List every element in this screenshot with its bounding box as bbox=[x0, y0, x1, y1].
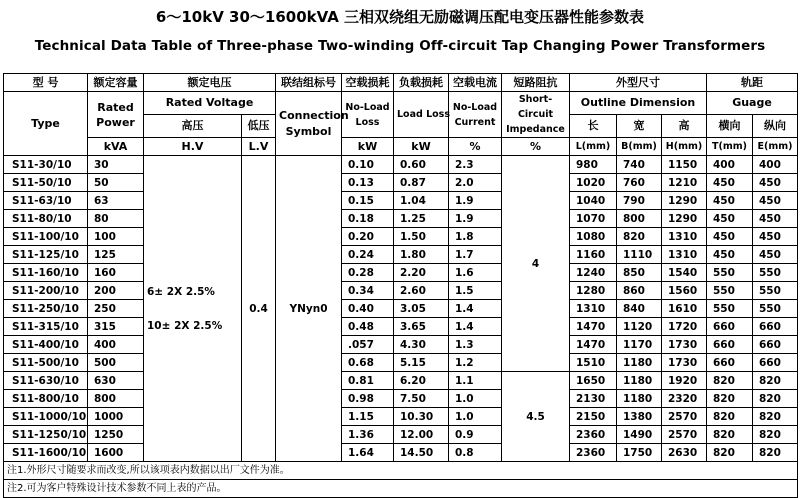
rated-power-cell: 160 bbox=[88, 264, 144, 282]
table-row bbox=[4, 444, 798, 462]
header-noload-loss-en: No-Load Loss bbox=[342, 92, 394, 138]
header-gauge-en: Guage bbox=[707, 92, 798, 115]
height-cell: 1920 bbox=[662, 372, 707, 390]
header-outline-en: Outline Dimension bbox=[570, 92, 707, 115]
load-loss-cell: 4.30 bbox=[394, 336, 449, 354]
noload-loss-cell: 1.64 bbox=[342, 444, 394, 462]
t-gauge-cell: 820 bbox=[707, 390, 753, 408]
header-length-en: L(mm) bbox=[570, 138, 617, 156]
header-e-gauge-en: E(mm) bbox=[753, 138, 798, 156]
noload-current-cell: 1.9 bbox=[449, 210, 502, 228]
type-cell: S11-160/10 bbox=[4, 264, 88, 282]
table-row bbox=[4, 354, 798, 372]
e-gauge-cell: 820 bbox=[753, 444, 798, 462]
t-gauge-cell: 400 bbox=[707, 156, 753, 174]
note-row bbox=[4, 480, 798, 498]
header-outline-cn: 外型尺寸 bbox=[570, 74, 707, 92]
height-cell: 1540 bbox=[662, 264, 707, 282]
rated-power-cell: 1000 bbox=[88, 408, 144, 426]
table-row bbox=[4, 300, 798, 318]
header-noload-loss-unit: kW bbox=[342, 138, 394, 156]
table-row bbox=[4, 282, 798, 300]
noload-current-cell: 1.1 bbox=[449, 372, 502, 390]
header-rated-power-en: Rated Power bbox=[88, 92, 144, 138]
t-gauge-cell: 550 bbox=[707, 300, 753, 318]
t-gauge-cell: 660 bbox=[707, 354, 753, 372]
rated-power-cell: 1600 bbox=[88, 444, 144, 462]
e-gauge-cell: 820 bbox=[753, 408, 798, 426]
type-cell: S11-1250/10 bbox=[4, 426, 88, 444]
title-chinese: 6～10kV 30～1600kVA 三相双绕组无励磁调压配电变压器性能参数表 bbox=[155, 8, 645, 26]
header-t-gauge-en: T(mm) bbox=[707, 138, 753, 156]
header-height-cn: 高 bbox=[662, 115, 707, 138]
e-gauge-cell: 550 bbox=[753, 300, 798, 318]
noload-current-cell: 1.5 bbox=[449, 282, 502, 300]
type-cell: S11-250/10 bbox=[4, 300, 88, 318]
load-loss-cell: 1.80 bbox=[394, 246, 449, 264]
noload-loss-cell: 0.28 bbox=[342, 264, 394, 282]
e-gauge-cell: 820 bbox=[753, 372, 798, 390]
e-gauge-cell: 550 bbox=[753, 282, 798, 300]
height-cell: 1310 bbox=[662, 246, 707, 264]
header-rated-power-unit: kVA bbox=[88, 138, 144, 156]
header-width-cn: 宽 bbox=[617, 115, 662, 138]
load-loss-cell: 1.50 bbox=[394, 228, 449, 246]
noload-loss-cell: 0.24 bbox=[342, 246, 394, 264]
header-load-loss-cn: 负载损耗 bbox=[394, 74, 449, 92]
t-gauge-cell: 550 bbox=[707, 264, 753, 282]
spec-table bbox=[3, 73, 798, 498]
noload-current-cell: 0.8 bbox=[449, 444, 502, 462]
e-gauge-cell: 450 bbox=[753, 192, 798, 210]
header-short-circuit-unit: % bbox=[502, 138, 570, 156]
noload-current-cell: 2.0 bbox=[449, 174, 502, 192]
hv-range-10kv: 10± 2X 2.5% bbox=[147, 319, 223, 332]
noload-current-cell: 1.9 bbox=[449, 192, 502, 210]
rated-power-cell: 500 bbox=[88, 354, 144, 372]
e-gauge-cell: 820 bbox=[753, 426, 798, 444]
rated-power-cell: 30 bbox=[88, 156, 144, 174]
header-noload-loss-cn: 空载损耗 bbox=[342, 74, 394, 92]
height-cell: 1730 bbox=[662, 336, 707, 354]
length-cell: 1470 bbox=[570, 318, 617, 336]
noload-current-cell: 1.3 bbox=[449, 336, 502, 354]
length-cell: 1470 bbox=[570, 336, 617, 354]
type-cell: S11-80/10 bbox=[4, 210, 88, 228]
rated-power-cell: 800 bbox=[88, 390, 144, 408]
noload-current-cell: 1.0 bbox=[449, 390, 502, 408]
e-gauge-cell: 660 bbox=[753, 318, 798, 336]
load-loss-cell: 2.60 bbox=[394, 282, 449, 300]
type-cell: S11-1000/10 bbox=[4, 408, 88, 426]
t-gauge-cell: 660 bbox=[707, 318, 753, 336]
header-row-4 bbox=[4, 138, 798, 156]
type-cell: S11-200/10 bbox=[4, 282, 88, 300]
load-loss-cell: 0.60 bbox=[394, 156, 449, 174]
noload-loss-cell: 0.40 bbox=[342, 300, 394, 318]
load-loss-cell: 10.30 bbox=[394, 408, 449, 426]
height-cell: 1310 bbox=[662, 228, 707, 246]
load-loss-cell: 3.05 bbox=[394, 300, 449, 318]
type-cell: S11-50/10 bbox=[4, 174, 88, 192]
table-row bbox=[4, 336, 798, 354]
length-cell: 2150 bbox=[570, 408, 617, 426]
length-cell: 2360 bbox=[570, 444, 617, 462]
length-cell: 1280 bbox=[570, 282, 617, 300]
width-cell: 1170 bbox=[617, 336, 662, 354]
width-cell: 850 bbox=[617, 264, 662, 282]
e-gauge-cell: 660 bbox=[753, 354, 798, 372]
load-loss-cell: 5.15 bbox=[394, 354, 449, 372]
noload-loss-cell: 0.81 bbox=[342, 372, 394, 390]
noload-current-cell: 0.9 bbox=[449, 426, 502, 444]
height-cell: 1290 bbox=[662, 210, 707, 228]
table-row bbox=[4, 408, 798, 426]
width-cell: 760 bbox=[617, 174, 662, 192]
e-gauge-cell: 450 bbox=[753, 228, 798, 246]
type-cell: S11-100/10 bbox=[4, 228, 88, 246]
connection-symbol-cell: YNyn0 bbox=[276, 156, 342, 462]
rated-power-cell: 80 bbox=[88, 210, 144, 228]
height-cell: 2570 bbox=[662, 426, 707, 444]
width-cell: 790 bbox=[617, 192, 662, 210]
height-cell: 1210 bbox=[662, 174, 707, 192]
header-hv-en: H.V bbox=[144, 138, 242, 156]
height-cell: 2570 bbox=[662, 408, 707, 426]
noload-current-cell: 1.7 bbox=[449, 246, 502, 264]
table-row bbox=[4, 174, 798, 192]
width-cell: 740 bbox=[617, 156, 662, 174]
header-e-gauge-cn: 纵向 bbox=[753, 115, 798, 138]
length-cell: 1070 bbox=[570, 210, 617, 228]
noload-loss-cell: 0.34 bbox=[342, 282, 394, 300]
width-cell: 800 bbox=[617, 210, 662, 228]
noload-current-cell: 1.2 bbox=[449, 354, 502, 372]
noload-loss-cell: 0.18 bbox=[342, 210, 394, 228]
header-rated-power-cn: 额定容量 bbox=[88, 74, 144, 92]
header-rated-voltage-en: Rated Voltage bbox=[144, 92, 276, 115]
noload-loss-cell: 1.36 bbox=[342, 426, 394, 444]
noload-current-cell: 1.4 bbox=[449, 318, 502, 336]
header-row-2 bbox=[4, 92, 798, 115]
header-connection-en: Connection Symbol bbox=[276, 92, 342, 156]
length-cell: 1310 bbox=[570, 300, 617, 318]
noload-loss-cell: .057 bbox=[342, 336, 394, 354]
rated-power-cell: 50 bbox=[88, 174, 144, 192]
t-gauge-cell: 550 bbox=[707, 282, 753, 300]
load-loss-cell: 7.50 bbox=[394, 390, 449, 408]
type-cell: S11-630/10 bbox=[4, 372, 88, 390]
e-gauge-cell: 450 bbox=[753, 210, 798, 228]
table-row bbox=[4, 264, 798, 282]
load-loss-cell: 3.65 bbox=[394, 318, 449, 336]
height-cell: 1290 bbox=[662, 192, 707, 210]
noload-loss-cell: 0.48 bbox=[342, 318, 394, 336]
type-cell: S11-500/10 bbox=[4, 354, 88, 372]
width-cell: 1180 bbox=[617, 354, 662, 372]
table-row bbox=[4, 192, 798, 210]
type-cell: S11-63/10 bbox=[4, 192, 88, 210]
rated-power-cell: 1250 bbox=[88, 426, 144, 444]
height-cell: 1560 bbox=[662, 282, 707, 300]
header-load-loss-en: Load Loss bbox=[394, 92, 449, 138]
length-cell: 980 bbox=[570, 156, 617, 174]
noload-current-cell: 1.8 bbox=[449, 228, 502, 246]
rated-power-cell: 250 bbox=[88, 300, 144, 318]
e-gauge-cell: 450 bbox=[753, 174, 798, 192]
table-row bbox=[4, 228, 798, 246]
hv-range-6kv: 6± 2X 2.5% bbox=[147, 285, 215, 298]
header-connection-cn: 联结组标号 bbox=[276, 74, 342, 92]
noload-loss-cell: 0.68 bbox=[342, 354, 394, 372]
width-cell: 1180 bbox=[617, 390, 662, 408]
rated-power-cell: 630 bbox=[88, 372, 144, 390]
header-hv-cn: 高压 bbox=[144, 115, 242, 138]
short-circuit-cell-b: 4.5 bbox=[502, 372, 570, 462]
length-cell: 2360 bbox=[570, 426, 617, 444]
header-short-circuit-en: Short-Circuit Impedance bbox=[502, 92, 570, 138]
header-lv-en: L.V bbox=[242, 138, 276, 156]
width-cell: 1750 bbox=[617, 444, 662, 462]
rated-power-cell: 200 bbox=[88, 282, 144, 300]
header-width-en: B(mm) bbox=[617, 138, 662, 156]
title-english: Technical Data Table of Three-phase Two-winding Off-circuit Tap Changing Power Transformers bbox=[34, 38, 766, 54]
width-cell: 1120 bbox=[617, 318, 662, 336]
t-gauge-cell: 820 bbox=[707, 372, 753, 390]
e-gauge-cell: 400 bbox=[753, 156, 798, 174]
note-2: 注2.可为客户特殊设计技术参数不同上表的产品。 bbox=[4, 480, 798, 498]
load-loss-cell: 6.20 bbox=[394, 372, 449, 390]
height-cell: 2630 bbox=[662, 444, 707, 462]
rated-power-cell: 125 bbox=[88, 246, 144, 264]
length-cell: 1040 bbox=[570, 192, 617, 210]
noload-loss-cell: 0.15 bbox=[342, 192, 394, 210]
table-row bbox=[4, 156, 798, 174]
width-cell: 1490 bbox=[617, 426, 662, 444]
header-short-circuit-cn: 短路阻抗 bbox=[502, 74, 570, 92]
table-row bbox=[4, 426, 798, 444]
noload-loss-cell: 1.15 bbox=[342, 408, 394, 426]
type-cell: S11-125/10 bbox=[4, 246, 88, 264]
width-cell: 1110 bbox=[617, 246, 662, 264]
length-cell: 1020 bbox=[570, 174, 617, 192]
noload-current-cell: 1.0 bbox=[449, 408, 502, 426]
rated-power-cell: 63 bbox=[88, 192, 144, 210]
noload-loss-cell: 0.20 bbox=[342, 228, 394, 246]
note-1: 注1.外形尺寸随要求而改变,所以该项表内数据以出厂文件为准。 bbox=[4, 462, 798, 480]
header-rated-voltage-cn: 额定电压 bbox=[144, 74, 276, 92]
note-row bbox=[4, 462, 798, 480]
table-row bbox=[4, 246, 798, 264]
t-gauge-cell: 820 bbox=[707, 444, 753, 462]
header-load-loss-unit: kW bbox=[394, 138, 449, 156]
header-noload-current-unit: % bbox=[449, 138, 502, 156]
length-cell: 1080 bbox=[570, 228, 617, 246]
load-loss-cell: 2.20 bbox=[394, 264, 449, 282]
t-gauge-cell: 450 bbox=[707, 210, 753, 228]
length-cell: 1160 bbox=[570, 246, 617, 264]
header-noload-current-cn: 空载电流 bbox=[449, 74, 502, 92]
height-cell: 1150 bbox=[662, 156, 707, 174]
width-cell: 840 bbox=[617, 300, 662, 318]
header-length-cn: 长 bbox=[570, 115, 617, 138]
e-gauge-cell: 820 bbox=[753, 390, 798, 408]
noload-current-cell: 2.3 bbox=[449, 156, 502, 174]
height-cell: 1730 bbox=[662, 354, 707, 372]
load-loss-cell: 12.00 bbox=[394, 426, 449, 444]
rated-power-cell: 315 bbox=[88, 318, 144, 336]
t-gauge-cell: 450 bbox=[707, 174, 753, 192]
t-gauge-cell: 660 bbox=[707, 336, 753, 354]
t-gauge-cell: 450 bbox=[707, 246, 753, 264]
width-cell: 860 bbox=[617, 282, 662, 300]
header-gauge-cn: 轨距 bbox=[707, 74, 798, 92]
width-cell: 820 bbox=[617, 228, 662, 246]
length-cell: 1240 bbox=[570, 264, 617, 282]
table-row bbox=[4, 210, 798, 228]
t-gauge-cell: 450 bbox=[707, 228, 753, 246]
type-cell: S11-800/10 bbox=[4, 390, 88, 408]
header-row-1 bbox=[4, 74, 798, 92]
table-row bbox=[4, 318, 798, 336]
length-cell: 1510 bbox=[570, 354, 617, 372]
table-row bbox=[4, 390, 798, 408]
load-loss-cell: 1.25 bbox=[394, 210, 449, 228]
e-gauge-cell: 450 bbox=[753, 246, 798, 264]
e-gauge-cell: 660 bbox=[753, 336, 798, 354]
short-circuit-cell-a: 4 bbox=[502, 156, 570, 372]
header-lv-cn: 低压 bbox=[242, 115, 276, 138]
height-cell: 1610 bbox=[662, 300, 707, 318]
rated-power-cell: 100 bbox=[88, 228, 144, 246]
type-cell: S11-400/10 bbox=[4, 336, 88, 354]
length-cell: 1650 bbox=[570, 372, 617, 390]
table-row bbox=[4, 372, 798, 390]
header-noload-current-en: No-Load Current bbox=[449, 92, 502, 138]
noload-loss-cell: 0.98 bbox=[342, 390, 394, 408]
header-height-en: H(mm) bbox=[662, 138, 707, 156]
height-cell: 1720 bbox=[662, 318, 707, 336]
noload-current-cell: 1.4 bbox=[449, 300, 502, 318]
type-cell: S11-1600/10 bbox=[4, 444, 88, 462]
t-gauge-cell: 820 bbox=[707, 408, 753, 426]
noload-current-cell: 1.6 bbox=[449, 264, 502, 282]
height-cell: 2320 bbox=[662, 390, 707, 408]
noload-loss-cell: 0.10 bbox=[342, 156, 394, 174]
header-type-cn: 型 号 bbox=[4, 74, 88, 92]
type-cell: S11-315/10 bbox=[4, 318, 88, 336]
load-loss-cell: 1.04 bbox=[394, 192, 449, 210]
load-loss-cell: 0.87 bbox=[394, 174, 449, 192]
width-cell: 1180 bbox=[617, 372, 662, 390]
header-type-en: Type bbox=[4, 92, 88, 156]
width-cell: 1380 bbox=[617, 408, 662, 426]
lv-cell: 0.4 bbox=[242, 156, 276, 462]
length-cell: 2130 bbox=[570, 390, 617, 408]
type-cell: S11-30/10 bbox=[4, 156, 88, 174]
header-t-gauge-cn: 横向 bbox=[707, 115, 753, 138]
t-gauge-cell: 450 bbox=[707, 192, 753, 210]
e-gauge-cell: 550 bbox=[753, 264, 798, 282]
noload-loss-cell: 0.13 bbox=[342, 174, 394, 192]
rated-power-cell: 400 bbox=[88, 336, 144, 354]
load-loss-cell: 14.50 bbox=[394, 444, 449, 462]
t-gauge-cell: 820 bbox=[707, 426, 753, 444]
hv-range-cell bbox=[144, 156, 242, 462]
